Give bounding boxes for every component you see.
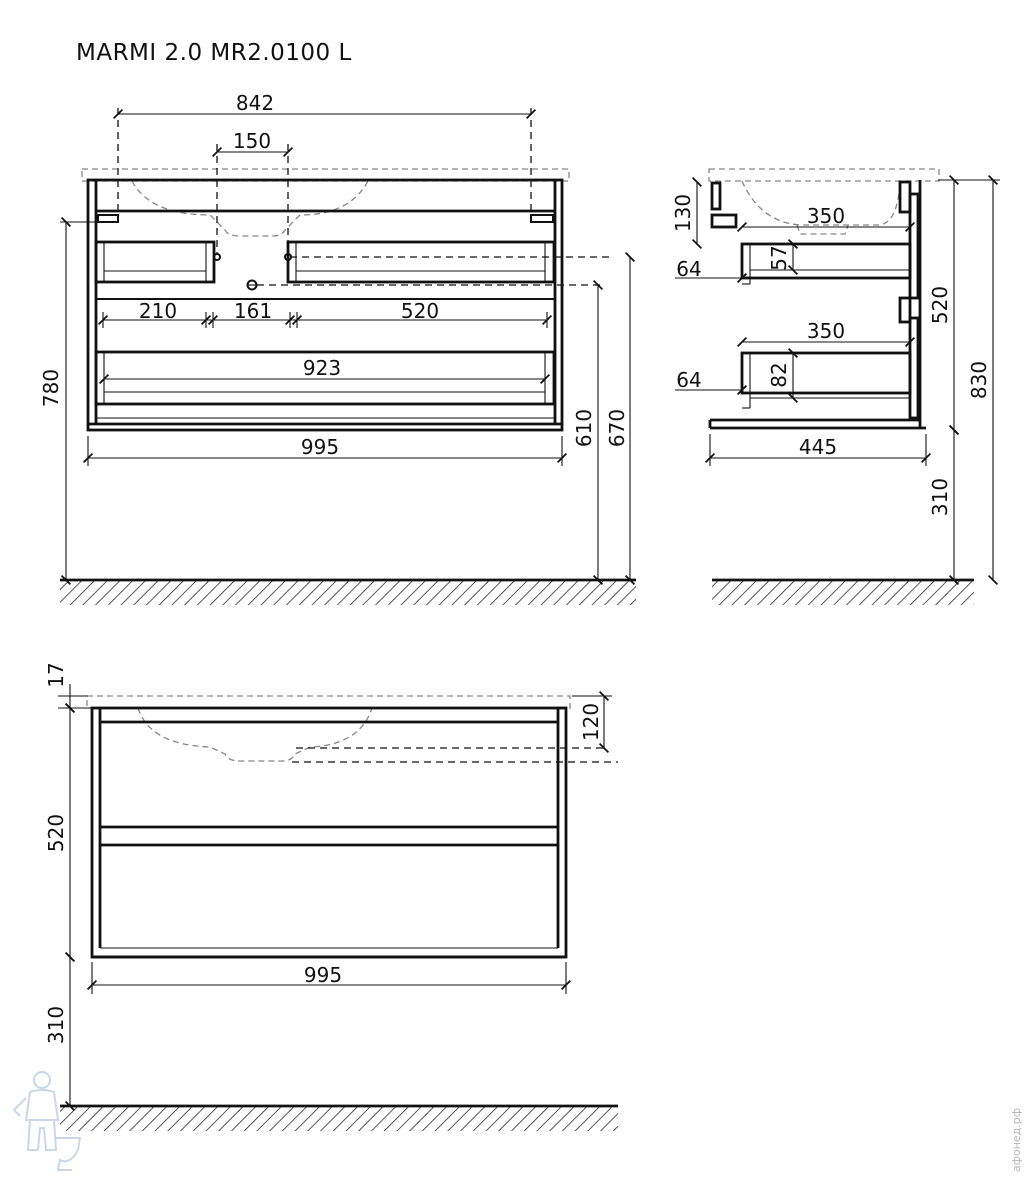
front-sink-bowl <box>132 181 368 236</box>
dim-rear-top-thickness: 17 <box>44 662 68 688</box>
side-view <box>671 169 1000 605</box>
dim-side-floor-clearance: 310 <box>928 477 952 517</box>
dim-side-total-height: 830 <box>967 360 991 400</box>
rear-view <box>44 662 618 1131</box>
dim-rear-bowl-depth: 120 <box>579 702 603 742</box>
dim-drawer-width: 923 <box>302 356 342 380</box>
dim-side-bowl-depth-upper: 350 <box>806 204 846 228</box>
dim-rear-floor-clearance: 310 <box>44 1005 68 1045</box>
dim-side-drawer-face-upper: 57 <box>767 245 791 271</box>
dim-side-depth: 445 <box>798 435 838 459</box>
dim-side-top: 130 <box>671 193 695 233</box>
front-upper-drawers <box>96 242 555 299</box>
dim-pipe-right: 520 <box>400 299 440 323</box>
dim-side-gap-lower: 64 <box>676 368 702 392</box>
rear-countertop-outline <box>87 696 570 708</box>
dim-rear-body-height: 520 <box>44 813 68 853</box>
dim-side-body-height: 520 <box>928 285 952 325</box>
dim-side-gap-upper: 64 <box>676 257 702 281</box>
dim-pipe-mid: 161 <box>233 299 273 323</box>
dim-drain-height: 610 <box>572 408 596 448</box>
dim-front-width: 995 <box>300 435 340 459</box>
dim-side-bowl-depth-lower: 350 <box>806 319 846 343</box>
page-title: MARMI 2.0 MR2.0100 L <box>76 40 352 66</box>
dim-rear-width: 995 <box>303 963 343 987</box>
dim-sink-width: 842 <box>235 91 275 115</box>
watermark-text: афонед.рф <box>1010 1107 1023 1173</box>
dim-supply-height: 670 <box>605 408 629 448</box>
rear-sink-bowl <box>138 708 372 761</box>
dim-inlet-spacing: 150 <box>232 129 272 153</box>
floor-front <box>60 580 636 605</box>
dim-front-height: 780 <box>39 368 63 408</box>
floor-rear <box>60 1106 618 1131</box>
dim-side-drawer-face-lower: 82 <box>767 362 791 388</box>
floor-side <box>712 580 974 605</box>
front-view <box>39 91 636 605</box>
dim-pipe-left: 210 <box>138 299 178 323</box>
side-countertop-outline <box>709 169 939 181</box>
